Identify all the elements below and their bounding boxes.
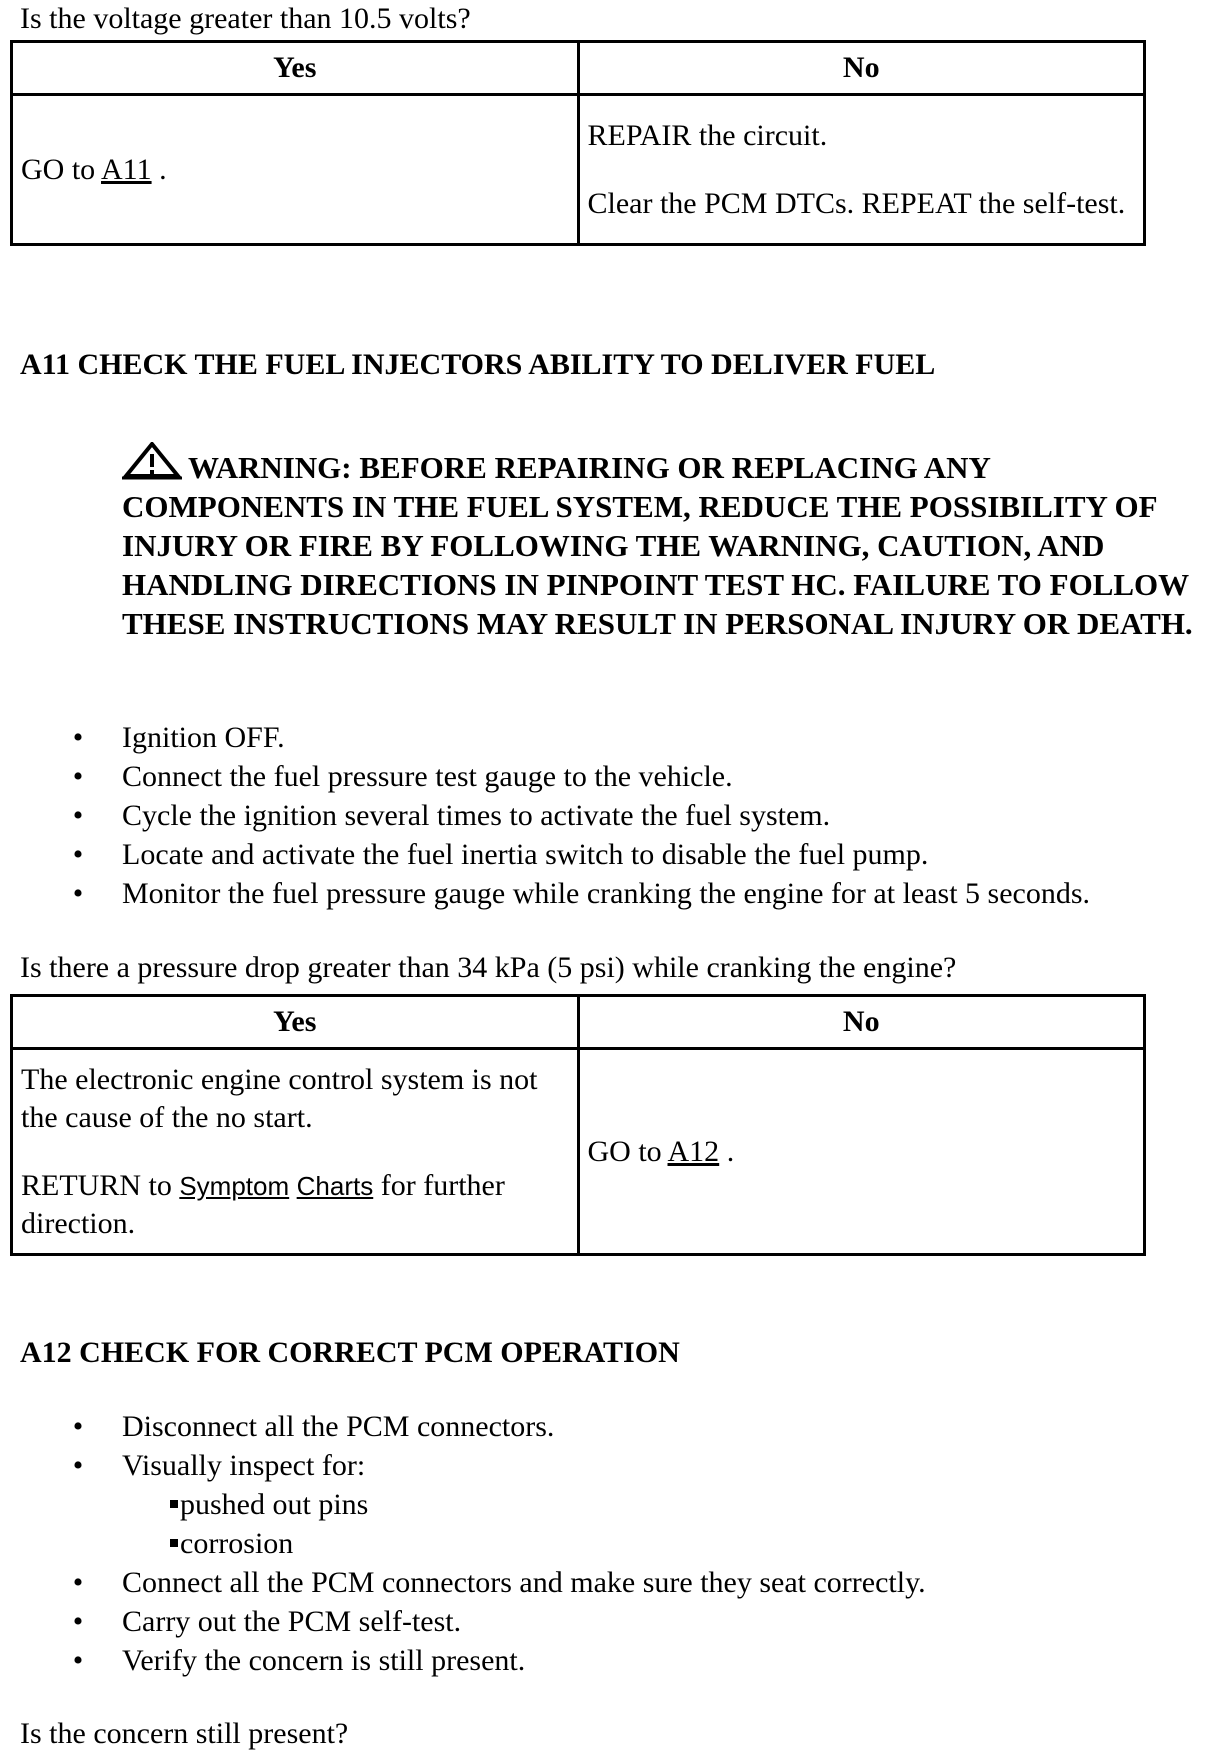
- yes-cell: [12, 95, 579, 245]
- bullet-icon: •: [72, 1644, 84, 1677]
- link-a12[interactable]: A12: [667, 1134, 720, 1168]
- warning-block: [122, 442, 1202, 643]
- yes-suffix: .: [151, 152, 167, 186]
- voltage-result-table: [10, 40, 1146, 246]
- bullet-icon: •: [72, 1605, 84, 1638]
- sub-text: corrosion: [180, 1527, 294, 1560]
- list-item: [68, 1602, 926, 1641]
- no-text: GO to: [587, 1134, 668, 1168]
- warning-text: WARNING: BEFORE REPAIRING OR REPLACING ANY COMPONENTS IN THE FUEL SYSTEM, REDUCE THE POSSIBILITY OF INJURY OR FIRE BY FOLLOWING THE WARNING, CAUTION, AND HANDLING DIRECTIONS IN PINPOINT TEST HC. FAILURE TO FOLLOW THESE INSTRUCTIONS MAY RESULT IN PERSONAL INJURY OR DEATH.: [122, 450, 1193, 641]
- step-text: Monitor the fuel pressure gauge while cranking the engine for at least 5 seconds.: [122, 877, 1091, 910]
- a11-heading: A11 CHECK THE FUEL INJECTORS ABILITY TO DELIVER FUEL: [20, 348, 936, 381]
- bullet-icon: •: [72, 1410, 84, 1443]
- step-text: Visually inspect for:: [122, 1449, 366, 1482]
- concern-question: Is the concern still present?: [20, 1717, 349, 1750]
- bullet-icon: •: [72, 1449, 84, 1482]
- a12-steps-list: [68, 1407, 926, 1680]
- bullet-icon: •: [72, 877, 84, 910]
- step-text: Disconnect all the PCM connectors.: [122, 1410, 555, 1443]
- list-item: [68, 1485, 926, 1524]
- yes-cell: [12, 1049, 579, 1255]
- yes-text: GO to: [21, 152, 102, 186]
- bullet-icon: •: [72, 721, 84, 754]
- list-item: [68, 1641, 926, 1680]
- no-cell: [578, 95, 1145, 245]
- square-bullet-icon: [170, 1500, 178, 1508]
- step-text: Locate and activate the fuel inertia switch to disable the fuel pump.: [122, 838, 929, 871]
- bullet-icon: •: [72, 799, 84, 832]
- pressure-result-table: [10, 994, 1146, 1256]
- yes-line-2: RETURN to Symptom Charts for further direction.: [21, 1168, 505, 1240]
- bullet-icon: •: [72, 760, 84, 793]
- step-text: Ignition OFF.: [122, 721, 285, 754]
- list-item: [68, 796, 1090, 835]
- step-text: Connect the fuel pressure test gauge to the vehicle.: [122, 760, 733, 793]
- list-item: [68, 874, 1090, 913]
- yes-header: Yes: [12, 996, 579, 1049]
- link-a11[interactable]: A11: [101, 152, 152, 186]
- list-item: [68, 1524, 926, 1563]
- step-text: Verify the concern is still present.: [122, 1644, 526, 1677]
- list-item: [68, 835, 1090, 874]
- list-item: [68, 1446, 926, 1563]
- no-cell: [578, 1049, 1145, 1255]
- list-item: [68, 1407, 926, 1446]
- sub-text: pushed out pins: [180, 1488, 369, 1521]
- warning-triangle-icon: [122, 442, 182, 480]
- list-item: [68, 1563, 926, 1602]
- yes-line-1: The electronic engine control system is not the cause of the no start.: [21, 1062, 538, 1134]
- no-header: No: [578, 996, 1145, 1049]
- step-text: Cycle the ignition several times to activate the fuel system.: [122, 799, 831, 832]
- no-header: No: [578, 42, 1145, 95]
- a11-steps-list: [68, 718, 1090, 913]
- link-charts[interactable]: Charts: [296, 1170, 374, 1201]
- pressure-question: Is there a pressure drop greater than 34 kPa (5 psi) while cranking the engine?: [20, 951, 957, 984]
- no-line-2: Clear the PCM DTCs. REPEAT the self-test.: [587, 186, 1126, 220]
- list-item: [68, 757, 1090, 796]
- no-line-1: REPAIR the circuit.: [587, 118, 828, 152]
- bullet-icon: •: [72, 1566, 84, 1599]
- step-text: Connect all the PCM connectors and make sure they seat correctly.: [122, 1566, 926, 1599]
- a12-heading: A12 CHECK FOR CORRECT PCM OPERATION: [20, 1336, 680, 1369]
- list-item: [68, 718, 1090, 757]
- square-bullet-icon: [170, 1539, 178, 1547]
- voltage-question: Is the voltage greater than 10.5 volts?: [20, 2, 471, 35]
- no-suffix: .: [719, 1134, 735, 1168]
- yes-header: Yes: [12, 42, 579, 95]
- inspect-sublist: [122, 1485, 926, 1563]
- bullet-icon: •: [72, 838, 84, 871]
- step-text: Carry out the PCM self-test.: [122, 1605, 462, 1638]
- link-symptom[interactable]: Symptom: [179, 1170, 290, 1201]
